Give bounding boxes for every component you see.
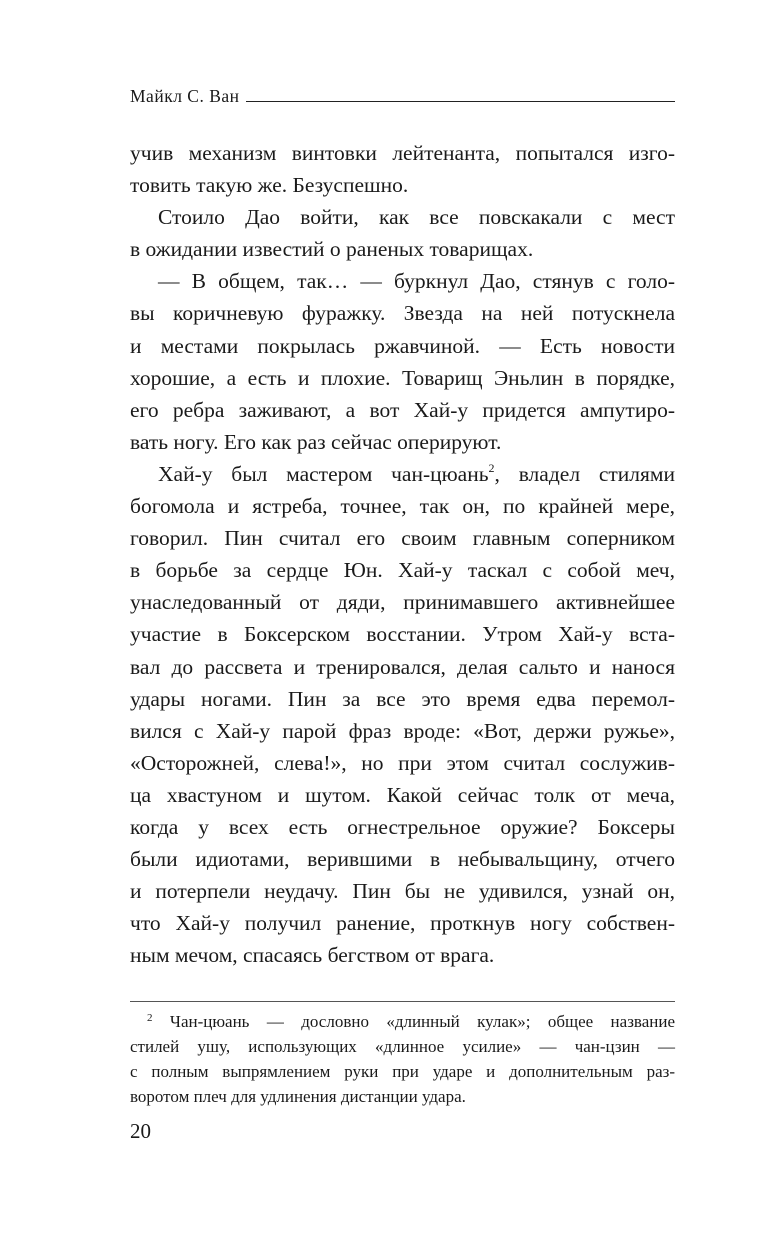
page-number: 20 [130,1119,151,1143]
footnote [130,1009,675,1109]
text-line: ца хвастуном и шутом. Какой сейчас толк от меча, [130,782,675,807]
text-line: «Осторожней, слева!», но при этом считал сослужив- [130,750,675,775]
text-line: унаследованный от дяди, принимавшего активнейшее [130,590,675,615]
text-line: участие в Боксерском восстании. Утром Хай-у вста- [130,622,675,647]
text-line: удары ногами. Пин за все это время едва перемол- [130,686,675,711]
text-line: вы коричневую фуражку. Звезда на ней потускнела [130,301,675,326]
text-line: и местами покрылась ржавчиной. — Есть новости [130,333,675,358]
text-line: вился с Хай-у парой фраз вроде: «Вот, держи ружье», [130,718,675,743]
text-line: вал до рассвета и тренировался, делая сальто и нанося [130,654,675,679]
footnote-reference[interactable]: 2 [488,460,495,475]
text-line: Стоило Дао войти, как все повскакали с мест [158,205,675,230]
text-segment: , владел стилями [494,461,675,486]
header-rule [246,101,675,102]
text-line: говорил. Пин считал его своим главным соперником [130,526,675,551]
footnote-marker: 2 [147,1012,153,1024]
text-segment: Хай-у был мастером чан-цюань [158,461,489,486]
text-line: товить такую же. Безуспешно. [130,173,409,198]
text-line: учив механизм винтовки лейтенанта, попытался изго- [130,141,675,165]
text-line: его ребра заживают, а вот Хай-у придется ампутиро- [130,397,675,422]
text-line: вать ногу. Его как раз сейчас оперируют. [130,429,502,454]
footnote-line: воротом плеч для удлинения дистанции удара. [130,1087,466,1106]
running-header [130,86,675,106]
text-line: — В общем, так… — буркнул Дао, стянув с голо- [158,269,675,294]
text-line: в борьбе за сердце Юн. Хай-у таскал с собой меч, [130,558,675,583]
footnote-divider [130,1001,675,1002]
footnote-text: Чан-цюань — дословно «длинный кулак»; общее название [169,1012,675,1031]
text-line: ным мечом, спасаясь бегством от врага. [130,943,495,968]
text-line: и потерпели неудачу. Пин бы не удивился, узнай он, [130,879,675,904]
text-line: были идиотами, верившими в небывальщину, отчего [130,847,675,872]
text-line: что Хай-у получил ранение, проткнув ногу собствен- [130,911,675,936]
footnote-line: с полным выпрямлением руки при ударе и дополнительным раз- [130,1062,675,1081]
text-line: когда у всех есть огнестрельное оружие? Боксеры [130,814,675,839]
footnote-line [130,1009,675,1034]
footnote-line: стилей ушу, использующих «длинное усилие» — чан-цзин — [130,1037,675,1056]
text-line [130,458,675,490]
text-line: хорошие, а есть и плохие. Товарищ Эньлин в порядке, [130,365,675,390]
running-title: Майкл С. Ван [130,86,240,106]
body-text [130,137,675,971]
text-line: в ожидании известий о раненых товарищах. [130,237,534,262]
text-line: богомола и ястреба, точнее, так он, по крайней мере, [130,494,675,519]
